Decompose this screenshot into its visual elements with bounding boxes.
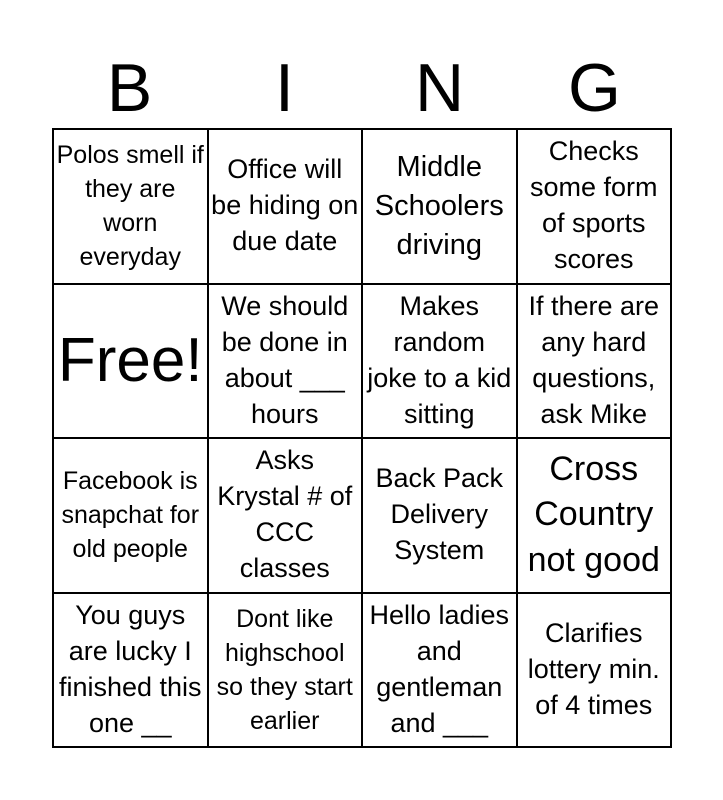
header-letter-n: N	[414, 50, 465, 126]
cell-text: Clarifies lottery min. of 4 times	[527, 617, 660, 720]
cell-text: Middle Schoolers driving	[374, 151, 504, 261]
cell-text: Makes random joke to a kid sitting	[367, 290, 512, 429]
cell-text: Free!	[57, 325, 203, 395]
header-letter-b: B	[106, 50, 153, 126]
header-letter-i: I	[275, 50, 294, 126]
cell-text: Dont like highschool so they start earlier	[216, 604, 353, 735]
cell-text: Cross Country not good	[527, 449, 660, 580]
bingo-cell[interactable]	[53, 129, 208, 284]
bingo-cell[interactable]	[362, 438, 517, 593]
bingo-cell[interactable]	[53, 593, 208, 748]
bingo-cell[interactable]	[517, 284, 672, 439]
header-letter-g: G	[568, 50, 621, 126]
bingo-cell[interactable]	[53, 438, 208, 593]
cell-text: You guys are lucky I finished this one __	[58, 599, 202, 738]
bingo-cell[interactable]	[362, 284, 517, 439]
bingo-cell[interactable]	[208, 593, 363, 748]
cell-text: Checks some form of sports scores	[529, 136, 658, 275]
cell-text: Office will be hiding on due date	[211, 154, 359, 257]
bingo-cell[interactable]	[208, 438, 363, 593]
cell-text: If there are any hard questions, ask Mike	[528, 290, 660, 429]
free-space-cell[interactable]	[53, 284, 208, 439]
cell-text: Facebook is snapchat for old people	[61, 467, 200, 564]
bingo-header	[52, 48, 672, 128]
cell-text: Back Pack Delivery System	[375, 463, 504, 566]
bingo-cell[interactable]	[362, 593, 517, 748]
cell-text: Polos smell if they are worn everyday	[56, 141, 204, 272]
bingo-cell[interactable]	[208, 129, 363, 284]
bingo-cell[interactable]	[517, 438, 672, 593]
cell-text: Asks Krystal # of CCC classes	[217, 445, 353, 584]
cell-text: Hello ladies and gentleman and ___	[369, 599, 510, 738]
bingo-card-grid	[52, 128, 672, 748]
bingo-cell[interactable]	[362, 129, 517, 284]
bingo-cell[interactable]	[517, 593, 672, 748]
bingo-cell[interactable]	[208, 284, 363, 439]
cell-text: We should be done in about ___ hours	[221, 290, 349, 429]
bingo-cell[interactable]	[517, 129, 672, 284]
